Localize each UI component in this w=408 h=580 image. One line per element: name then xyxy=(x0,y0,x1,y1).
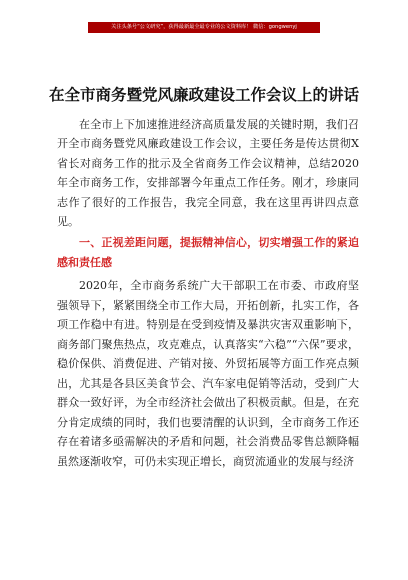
intro-paragraph: 在全市上下加速推进经济高质量发展的关键时期，我们召开全市商务暨党风廉政建设工作会议，主要任务是传达贯彻X省长对商务工作的批示及全省商务工作会议精神，总结2020年全市商务工作，安排部署今年重点工作任务。刚才，珍康同志作了很好的工作报告，我完全同意，我在这里再讲四点意见。 xyxy=(57,118,359,229)
document-title: 在全市商务暨党风廉政建设工作会议上的讲话 xyxy=(48,85,359,104)
section-heading-1: 一、正视差距问题，提振精神信心，切实增强工作的紧迫感和责任感 xyxy=(57,236,359,269)
promo-banner: 关注头条号“公文研究”，获得最新最全最专业的公文资料库！ 微信：gongwenyj xyxy=(88,22,320,33)
section-body-1: 2020年，全市商务系统广大干部职工在市委、市政府坚强领导下，紧紧围绕全市工作大局，开拓创新，扎实工作，各项工作稳中有进。特别是在受到疫情及暴洪灾害双重影响下，商务部门聚焦热点，攻克难点，认真落实“六稳”“六保”要求，稳价保供、消费促进、产销对接、外贸拓展等方面工作亮点频出，尤其是各县区美食节会、汽车家电促销等活动，受到广大群众一致好评，为全市经济社会做出了积极贡献。但是，在充分肯定成绩的同时，我们也要清醒的认识到，全市商务工作还存在着诸多亟需解决的矛盾和问题，社会消费品零售总额降幅虽然逐渐收窄，可仍未实现正增长，商贸流通业的发展与经济 xyxy=(57,279,359,468)
